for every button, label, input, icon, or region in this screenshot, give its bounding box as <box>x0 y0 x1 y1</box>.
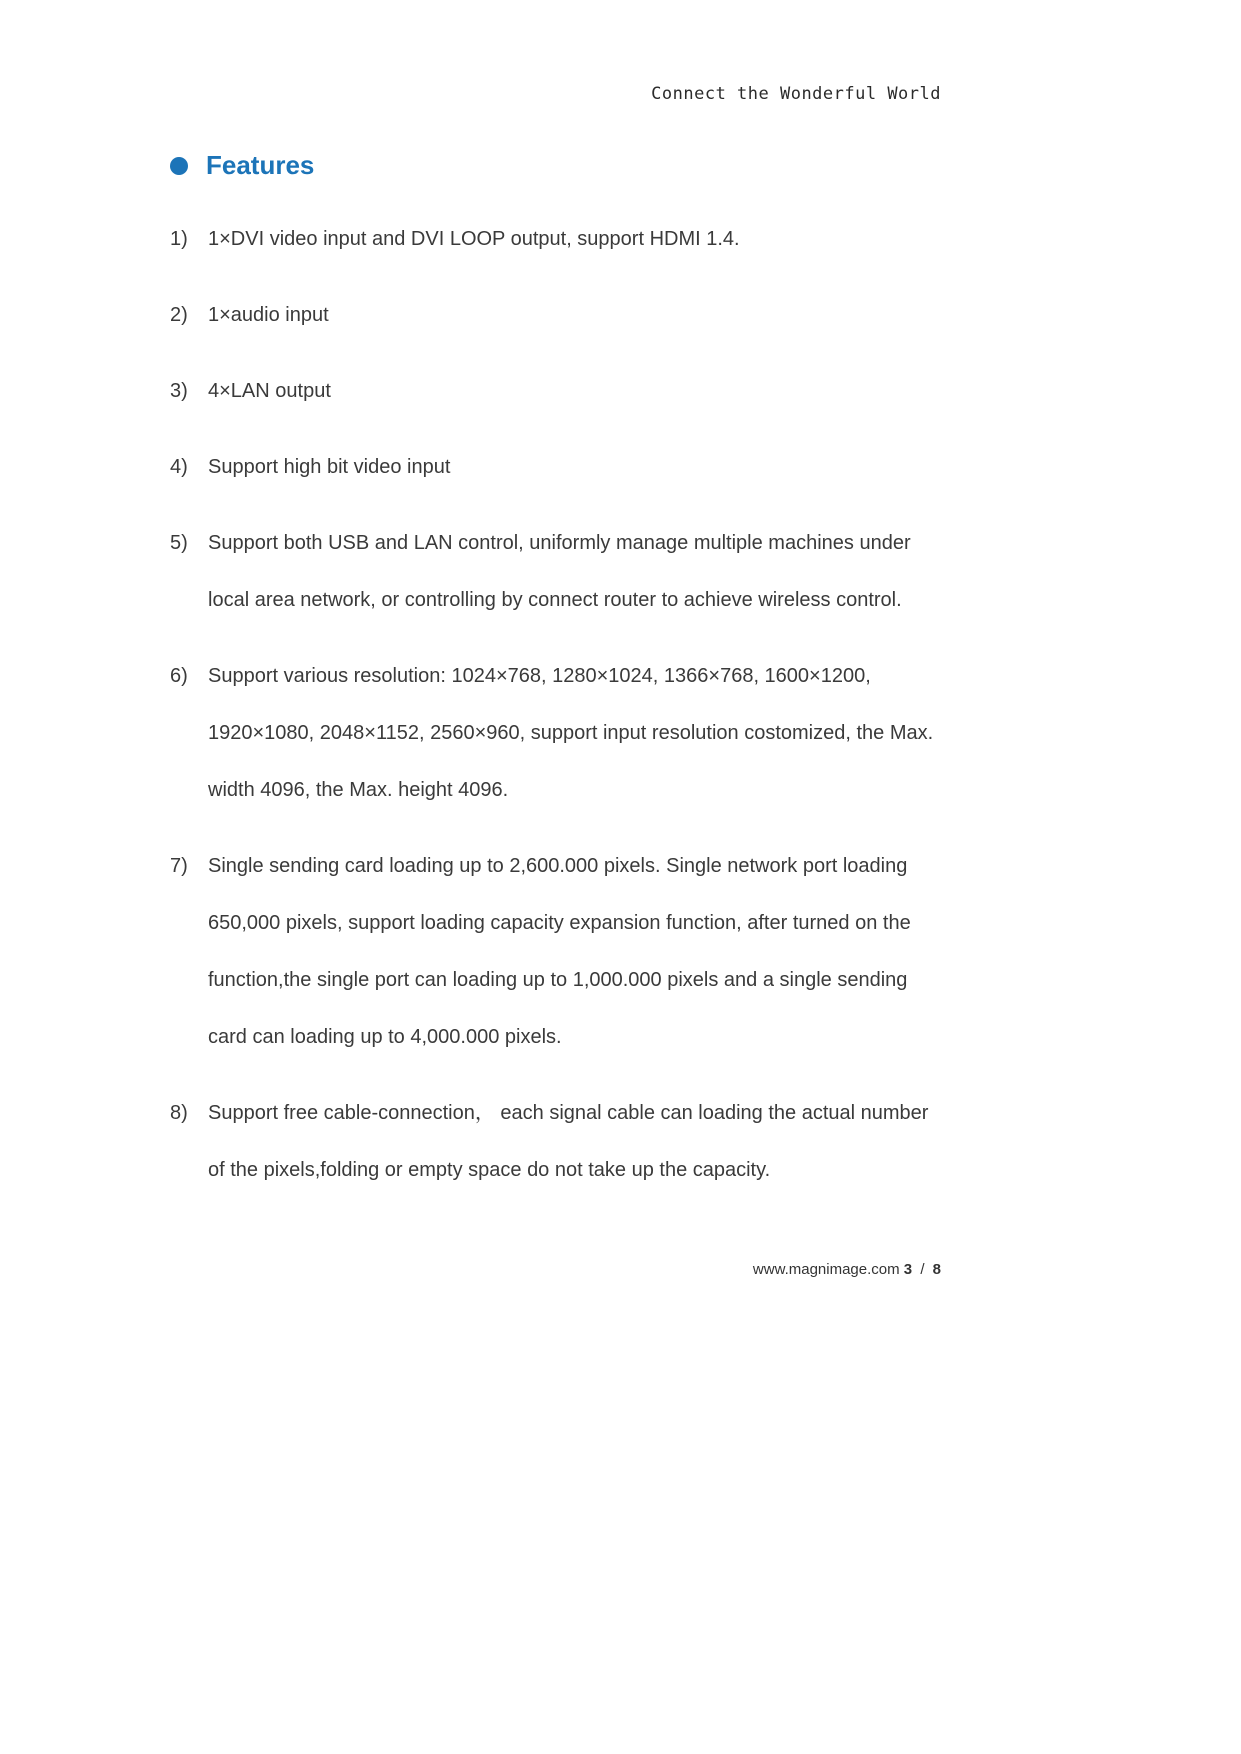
footer-site: www.magnimage.com <box>752 1261 900 1278</box>
feature-item-2 <box>170 287 941 344</box>
footer-separator: / <box>920 1261 925 1278</box>
feature-item-1 <box>170 211 941 268</box>
feature-number: 4) <box>170 456 188 478</box>
feature-text: 1×audio input <box>208 304 329 326</box>
page-header <box>170 84 941 104</box>
feature-number: 2) <box>170 304 188 326</box>
feature-text: Support free cable-connection， each signal cable can loading the actual number of the pixels,folding or empty space do not take up the capacity. <box>208 1102 929 1181</box>
feature-number: 1) <box>170 228 188 250</box>
feature-number: 7) <box>170 855 188 877</box>
feature-item-8 <box>170 1085 941 1199</box>
feature-text: Single sending card loading up to 2,600.000 pixels. Single network port loading 650,000 pixels, support loading capacity expansion function, after turned on the function,the single port can loading up to 1,000.000 pixels and a single sending card can loading up to 4,000.000 pixels. <box>208 855 911 1048</box>
feature-number: 3) <box>170 380 188 402</box>
feature-text: Support high bit video input <box>208 456 451 478</box>
feature-item-4 <box>170 439 941 496</box>
header-tagline: Connect the Wonderful World <box>651 84 941 104</box>
footer-total-pages: 8 <box>932 1261 941 1278</box>
feature-text: Support various resolution: 1024×768, 1280×1024, 1366×768, 1600×1200, 1920×1080, 2048×1152, 2560×960, support input resolution costomized, the Max. width 4096, the Max. height 4096. <box>208 665 934 801</box>
feature-number: 8) <box>170 1102 188 1124</box>
features-list <box>170 211 941 1199</box>
footer-page-number: 3 <box>903 1261 913 1278</box>
feature-item-3 <box>170 363 941 420</box>
feature-text: Support both USB and LAN control, uniformly manage multiple machines under local area network, or controlling by connect router to achieve wireless control. <box>208 532 911 611</box>
feature-number: 5) <box>170 532 188 554</box>
section-title: Features <box>206 150 315 180</box>
feature-text: 1×DVI video input and DVI LOOP output, support HDMI 1.4. <box>208 228 740 250</box>
feature-text: 4×LAN output <box>208 380 331 402</box>
bullet-icon <box>170 157 188 175</box>
feature-item-7 <box>170 838 941 1066</box>
feature-item-5 <box>170 515 941 629</box>
page-footer <box>170 1261 941 1278</box>
feature-item-6 <box>170 648 941 819</box>
feature-number: 6) <box>170 665 188 687</box>
features-heading <box>170 150 941 181</box>
